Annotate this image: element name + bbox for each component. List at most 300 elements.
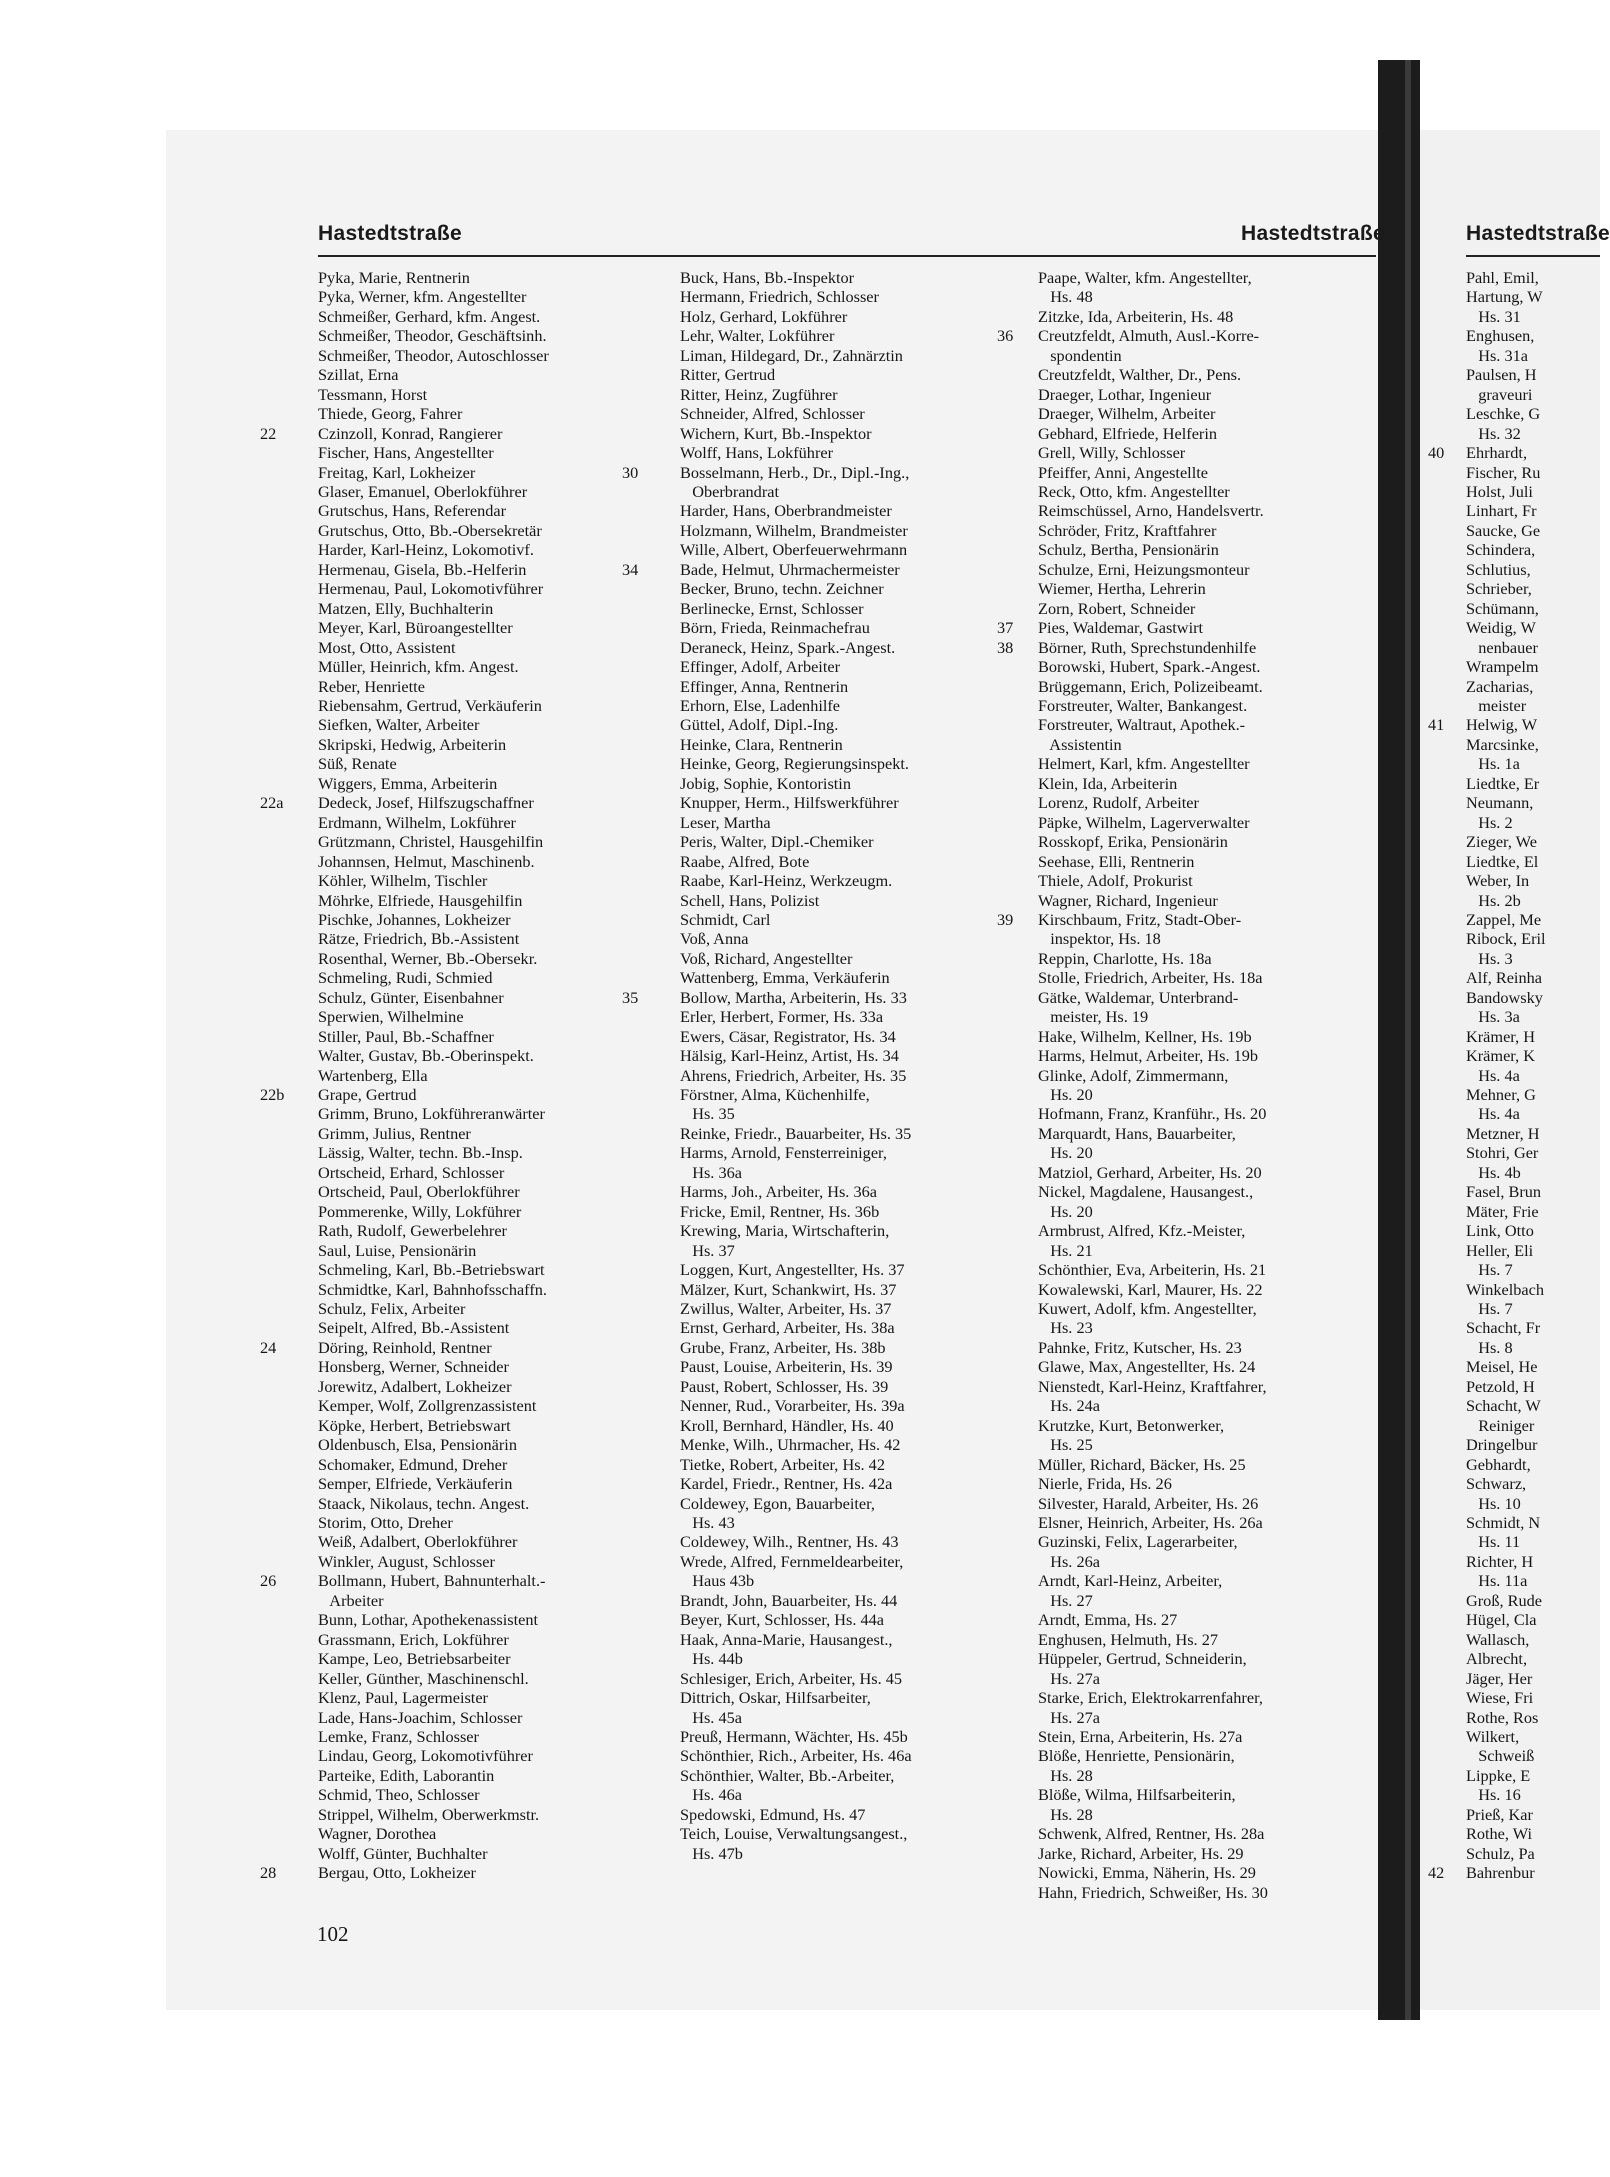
entry-text: Glinke, Adolf, Zimmermann,: [1038, 1065, 1229, 1085]
entry-text: Glawe, Max, Angestellter, Hs. 24: [1038, 1357, 1256, 1377]
entry-text: Wolff, Günter, Buchhalter: [318, 1843, 488, 1863]
directory-entry: [680, 657, 1025, 676]
page-number: 102: [317, 1922, 349, 1946]
entry-text: Hs. 27a: [1038, 1707, 1100, 1727]
entry-text: Kardel, Friedr., Rentner, Hs. 42a: [680, 1474, 893, 1494]
directory-entry: [1466, 424, 1600, 443]
directory-entry: [318, 1066, 663, 1085]
directory-entry: [680, 1844, 1025, 1863]
directory-entry: [318, 1299, 663, 1318]
directory-entry: [1466, 1435, 1600, 1454]
directory-entry: [318, 1357, 663, 1376]
entry-text: Hs. 27a: [1038, 1668, 1100, 1688]
directory-entry: [1038, 832, 1378, 851]
entry-text: Gebhardt,: [1466, 1454, 1531, 1474]
entry-text: Gebhard, Elfriede, Helferin: [1038, 423, 1218, 443]
directory-entry: [680, 1182, 1025, 1201]
entry-text: Stohri, Ger: [1466, 1143, 1539, 1163]
directory-entry: [1466, 1338, 1600, 1357]
entry-text: Krewing, Maria, Wirtschafterin,: [680, 1221, 890, 1241]
entry-text: Creutzfeldt, Almuth, Ausl.-Korre-: [1038, 326, 1260, 346]
directory-entry: [1466, 1785, 1600, 1804]
directory-entry: [260, 1085, 663, 1105]
directory-entry: [1038, 1318, 1378, 1337]
entry-text: Lemke, Franz, Schlosser: [318, 1726, 479, 1746]
entry-text: Fischer, Hans, Angestellter: [318, 443, 494, 463]
entry-text: Dedeck, Josef, Hilfszugschaffner: [318, 793, 534, 813]
directory-entry: [318, 287, 663, 306]
directory-entry: [680, 1591, 1025, 1610]
directory-entry: [318, 1708, 663, 1727]
entry-text: Wagner, Dorothea: [318, 1824, 437, 1844]
entry-text: Matzen, Elly, Buchhalterin: [318, 598, 494, 618]
entry-text: Schell, Hans, Polizist: [680, 890, 820, 910]
entry-text: Rosskopf, Erika, Pensionärin: [1038, 832, 1228, 852]
directory-entry: [318, 1513, 663, 1532]
directory-entry: [680, 929, 1025, 948]
directory-entry: [622, 987, 1025, 1007]
entry-text: Heinke, Georg, Regierungsinspekt.: [680, 754, 909, 774]
directory-entry: [680, 1416, 1025, 1435]
directory-entry: [680, 579, 1025, 598]
directory-entry: [1038, 949, 1378, 968]
house-number: 30: [622, 462, 639, 482]
entry-text: Hahn, Friedrich, Schweißer, Hs. 30: [1038, 1882, 1268, 1902]
entry-text: Hs. 16: [1466, 1785, 1521, 1805]
entry-text: Brandt, John, Bauarbeiter, Hs. 44: [680, 1590, 898, 1610]
entry-text: Schwarz,: [1466, 1474, 1527, 1494]
directory-entry: [680, 1474, 1025, 1493]
entry-text: Nickel, Magdalene, Hausangest.,: [1038, 1182, 1254, 1202]
entry-text: Kampe, Leo, Betriebsarbeiter: [318, 1649, 511, 1669]
entry-text: Weidig, W: [1466, 618, 1536, 638]
entry-text: Grube, Franz, Arbeiter, Hs. 38b: [680, 1337, 886, 1357]
entry-text: Schmeißer, Theodor, Geschäftsinh.: [318, 326, 547, 346]
entry-text: Nowicki, Emma, Näherin, Hs. 29: [1038, 1863, 1256, 1883]
entry-text: Lässig, Walter, techn. Bb.-Insp.: [318, 1143, 523, 1163]
directory-entry: [1466, 521, 1600, 540]
entry-text: Nienstedt, Karl-Heinz, Kraftfahrer,: [1038, 1376, 1267, 1396]
directory-entry: [680, 1377, 1025, 1396]
entry-text: Schlutius,: [1466, 559, 1531, 579]
directory-entry: [1038, 1513, 1378, 1532]
entry-text: Effinger, Adolf, Arbeiter: [680, 657, 841, 677]
entry-text: Armbrust, Alfred, Kfz.-Meister,: [1038, 1221, 1246, 1241]
directory-entry: [318, 1727, 663, 1746]
directory-entry: [1038, 735, 1378, 754]
directory-entry: [680, 735, 1025, 754]
entry-text: Zappel, Me: [1466, 909, 1542, 929]
entry-text: Meyer, Karl, Büroangestellter: [318, 618, 513, 638]
entry-text: Buck, Hans, Bb.-Inspektor: [680, 268, 855, 287]
entry-text: Hermenau, Gisela, Bb.-Helferin: [318, 559, 527, 579]
directory-entry: [680, 404, 1025, 423]
entry-text: Enghusen, Helmuth, Hs. 27: [1038, 1629, 1218, 1649]
entry-text: Schulz, Pa: [1466, 1843, 1535, 1863]
directory-entry: [318, 832, 663, 851]
entry-text: Tietke, Robert, Arbeiter, Hs. 42: [680, 1454, 885, 1474]
entry-text: Hs. 10: [1466, 1493, 1521, 1513]
directory-entry: [1038, 1357, 1378, 1376]
entry-text: Oberbrandrat: [680, 481, 779, 501]
entry-text: Dittrich, Oskar, Hilfsarbeiter,: [680, 1688, 871, 1708]
directory-entry: [1038, 715, 1378, 734]
entry-text: Köpke, Herbert, Betriebswart: [318, 1415, 511, 1435]
entry-text: Forstreuter, Waltraut, Apothek.-: [1038, 715, 1246, 735]
directory-entry: [1038, 1610, 1378, 1629]
entry-text: Sperwien, Wilhelmine: [318, 1007, 464, 1027]
directory-entry: [1466, 501, 1600, 520]
directory-entry: [1466, 1552, 1600, 1571]
entry-text: Zieger, We: [1466, 832, 1537, 852]
directory-entry: [1038, 1455, 1378, 1474]
entry-text: Jäger, Her: [1466, 1668, 1533, 1688]
directory-entry: [680, 268, 1025, 287]
entry-text: Reinke, Friedr., Bauarbeiter, Hs. 35: [680, 1123, 912, 1143]
directory-entry: [680, 910, 1025, 929]
running-header-right: Hastedtstraße: [1241, 222, 1385, 245]
directory-entry: [1466, 852, 1600, 871]
directory-entry: [1038, 307, 1378, 326]
entry-text: Güttel, Adolf, Dipl.-Ing.: [680, 715, 839, 735]
house-number: 22: [260, 423, 277, 443]
directory-entry: [680, 599, 1025, 618]
entry-text: Ortscheid, Paul, Oberlokführer: [318, 1182, 520, 1202]
entry-text: Marcsinke,: [1466, 734, 1539, 754]
directory-entry: [1466, 1318, 1600, 1337]
entry-text: Hs. 36a: [680, 1162, 742, 1182]
directory-entry: [318, 1435, 663, 1454]
directory-entry: [680, 1746, 1025, 1765]
directory-entry: [680, 1104, 1025, 1123]
entry-text: Bandowsky: [1466, 987, 1543, 1007]
entry-text: Bahrenbur: [1466, 1863, 1535, 1883]
directory-entry: [1038, 871, 1378, 890]
directory-entry: [318, 1318, 663, 1337]
directory-entry: [680, 346, 1025, 365]
directory-entry: [318, 268, 663, 287]
directory-entry: [1038, 463, 1378, 482]
entry-text: Bosselmann, Herb., Dr., Dipl.-Ing.,: [680, 462, 910, 482]
directory-entry: [1466, 287, 1600, 306]
entry-text: Schönthier, Walter, Bb.-Arbeiter,: [680, 1765, 895, 1785]
entry-text: Thiede, Georg, Fahrer: [318, 404, 463, 424]
entry-text: Petzold, H: [1466, 1376, 1535, 1396]
entry-text: Hs. 27: [1038, 1590, 1093, 1610]
directory-entry: [680, 1221, 1025, 1240]
directory-entry: [1038, 443, 1378, 462]
directory-entry: [1466, 1377, 1600, 1396]
directory-entry: [680, 1299, 1025, 1318]
directory-entry: [1466, 1649, 1600, 1668]
directory-entry: [680, 618, 1025, 637]
entry-text: Leschke, G: [1466, 404, 1541, 424]
entry-text: Jarke, Richard, Arbeiter, Hs. 29: [1038, 1843, 1244, 1863]
directory-entry: [1038, 1007, 1378, 1026]
directory-entry: [1428, 443, 1600, 463]
directory-entry: [1466, 365, 1600, 384]
entry-text: Hs. 31: [1466, 306, 1521, 326]
entry-text: Brüggemann, Erich, Polizeibeamt.: [1038, 676, 1263, 696]
entry-text: Börn, Frieda, Reinmachefrau: [680, 618, 870, 638]
entry-text: Stiller, Paul, Bb.-Schaffner: [318, 1026, 494, 1046]
entry-text: Pischke, Johannes, Lokheizer: [318, 909, 511, 929]
entry-text: Voß, Richard, Angestellter: [680, 948, 853, 968]
directory-entry: [1466, 307, 1600, 326]
entry-text: Link, Otto: [1466, 1221, 1534, 1241]
entry-text: Lippke, E: [1466, 1765, 1531, 1785]
entry-text: Zacharias,: [1466, 676, 1534, 696]
directory-entry: [1038, 365, 1378, 384]
entry-text: spondentin: [1038, 345, 1122, 365]
entry-text: Heller, Eli: [1466, 1240, 1534, 1260]
house-number: 22b: [260, 1085, 285, 1105]
directory-entry: [680, 1435, 1025, 1454]
directory-entry: [1466, 1494, 1600, 1513]
directory-entry: [680, 949, 1025, 968]
entry-text: Kirschbaum, Fritz, Stadt-Ober-: [1038, 909, 1242, 929]
directory-entry: [680, 1357, 1025, 1376]
entry-text: Reppin, Charlotte, Hs. 18a: [1038, 948, 1212, 968]
entry-text: Hs. 21: [1038, 1240, 1093, 1260]
entry-text: Hermenau, Paul, Lokomotivführer: [318, 579, 544, 599]
entry-text: Schwenk, Alfred, Rentner, Hs. 28a: [1038, 1824, 1265, 1844]
directory-entry: [1038, 1241, 1378, 1260]
entry-text: Meisel, He: [1466, 1357, 1538, 1377]
entry-text: Bade, Helmut, Uhrmachermeister: [680, 559, 900, 579]
directory-entry: [1038, 424, 1378, 443]
entry-text: Reiniger: [1466, 1415, 1535, 1435]
directory-entry: [318, 1688, 663, 1707]
entry-text: Schmeißer, Theodor, Autoschlosser: [318, 345, 549, 365]
entry-text: Hs. 24a: [1038, 1396, 1100, 1416]
entry-text: Mehner, G: [1466, 1085, 1536, 1105]
directory-entry: [1466, 1066, 1600, 1085]
entry-text: Hofmann, Franz, Kranführ., Hs. 20: [1038, 1104, 1267, 1124]
entry-text: Neumann,: [1466, 793, 1534, 813]
entry-text: Hs. 20: [1038, 1201, 1093, 1221]
directory-entry: [680, 793, 1025, 812]
directory-entry: [318, 482, 663, 501]
directory-entry: [680, 1610, 1025, 1629]
directory-entry: [318, 599, 663, 618]
directory-entry: [1466, 579, 1600, 598]
entry-text: Hs. 45a: [680, 1707, 742, 1727]
directory-entry: [318, 988, 663, 1007]
entry-text: Pommerenke, Willy, Lokführer: [318, 1201, 522, 1221]
directory-entry: [1038, 1669, 1378, 1688]
entry-text: Holst, Juli: [1466, 481, 1533, 501]
entry-text: Schrieber,: [1466, 579, 1532, 599]
entry-text: Schulz, Felix, Arbeiter: [318, 1299, 466, 1319]
entry-text: Guzinski, Felix, Lagerarbeiter,: [1038, 1532, 1238, 1552]
directory-entry: [1466, 1474, 1600, 1493]
entry-text: Schulz, Bertha, Pensionärin: [1038, 540, 1219, 560]
directory-entry: [1466, 1357, 1600, 1376]
entry-text: Seipelt, Alfred, Bb.-Assistent: [318, 1318, 510, 1338]
directory-entry: [1038, 793, 1378, 812]
entry-text: Metzner, H: [1466, 1123, 1540, 1143]
entry-text: Hs. 26a: [1038, 1551, 1100, 1571]
entry-text: Hartung, W: [1466, 287, 1543, 307]
directory-entry: [680, 1571, 1025, 1590]
directory-entry: [318, 774, 663, 793]
entry-text: Schlesiger, Erich, Arbeiter, Hs. 45: [680, 1668, 903, 1688]
header-rule: [318, 255, 1376, 257]
entry-text: Pfeiffer, Anni, Angestellte: [1038, 462, 1208, 482]
entry-text: Oldenbusch, Elsa, Pensionärin: [318, 1435, 517, 1455]
running-header-left: Hastedtstraße: [318, 222, 462, 245]
directory-entry: [1038, 1883, 1378, 1902]
entry-text: Liman, Hildegard, Dr., Zahnärztin: [680, 345, 903, 365]
entry-text: Hs. 11a: [1466, 1571, 1528, 1591]
entry-text: Lehr, Walter, Lokführer: [680, 326, 835, 346]
entry-text: Schomaker, Edmund, Dreher: [318, 1454, 508, 1474]
directory-entry: [1466, 1746, 1600, 1765]
entry-text: Rothe, Ros: [1466, 1707, 1539, 1727]
entry-text: Walter, Gustav, Bb.-Oberinspekt.: [318, 1046, 534, 1066]
entry-text: Heinke, Clara, Rentnerin: [680, 734, 843, 754]
entry-text: Hs. 32: [1466, 423, 1521, 443]
directory-entry: [1466, 657, 1600, 676]
entry-text: Ritter, Heinz, Zugführer: [680, 384, 838, 404]
entry-text: Hs. 7: [1466, 1260, 1513, 1280]
entry-text: Prieß, Kar: [1466, 1804, 1533, 1824]
directory-entry: [680, 677, 1025, 696]
entry-text: Weber, In: [1466, 871, 1530, 891]
directory-entry: [1038, 1708, 1378, 1727]
entry-text: Winkelbach: [1466, 1279, 1545, 1299]
directory-entry: [318, 1182, 663, 1201]
directory-entry: [1038, 1260, 1378, 1279]
directory-entry: [680, 1260, 1025, 1279]
directory-entry: [1466, 1532, 1600, 1551]
entry-text: Schacht, Fr: [1466, 1318, 1541, 1338]
directory-entry: [680, 1338, 1025, 1357]
directory-entry: [680, 968, 1025, 987]
entry-text: Grell, Willy, Schlosser: [1038, 443, 1186, 463]
directory-entry: [1466, 774, 1600, 793]
directory-entry: [680, 287, 1025, 306]
entry-text: Knupper, Herm., Hilfswerkführer: [680, 793, 899, 813]
entry-text: Skripski, Hedwig, Arbeiterin: [318, 734, 507, 754]
entry-text: Klenz, Paul, Lagermeister: [318, 1688, 488, 1708]
directory-entry: [1038, 1377, 1378, 1396]
directory-entry: [1428, 715, 1600, 735]
entry-text: Krämer, K: [1466, 1046, 1535, 1066]
entry-text: Wille, Albert, Oberfeuerwehrmann: [680, 540, 908, 560]
directory-entry: [318, 1494, 663, 1513]
entry-text: Grützmann, Christel, Hausgehilfin: [318, 832, 544, 852]
entry-text: Silvester, Harald, Arbeiter, Hs. 26: [1038, 1493, 1259, 1513]
directory-entry: [680, 1785, 1025, 1804]
entry-text: Fischer, Ru: [1466, 462, 1541, 482]
entry-text: Lade, Hans-Joachim, Schlosser: [318, 1707, 523, 1727]
directory-entry: [1466, 1299, 1600, 1318]
directory-entry: [260, 793, 663, 813]
directory-entry: [1038, 540, 1378, 559]
entry-text: Erdmann, Wilhelm, Lokführer: [318, 812, 516, 832]
directory-entry: [1038, 1299, 1378, 1318]
directory-entry: [318, 1532, 663, 1551]
directory-entry: [1038, 968, 1378, 987]
directory-column-1: [260, 268, 663, 1883]
directory-entry: [318, 1805, 663, 1824]
directory-entry: [680, 521, 1025, 540]
directory-entry: [1466, 1163, 1600, 1182]
directory-entry: [318, 813, 663, 832]
directory-entry: [318, 540, 663, 559]
directory-entry: [1038, 774, 1378, 793]
directory-entry: [680, 482, 1025, 501]
directory-entry: [1466, 754, 1600, 773]
entry-text: Kroll, Bernhard, Händler, Hs. 40: [680, 1415, 894, 1435]
directory-entry: [1466, 1805, 1600, 1824]
entry-text: Holzmann, Wilhelm, Brandmeister: [680, 520, 908, 540]
directory-entry: [1038, 1649, 1378, 1668]
entry-text: Creutzfeldt, Walther, Dr., Pens.: [1038, 365, 1242, 385]
entry-text: Arndt, Karl-Heinz, Arbeiter,: [1038, 1571, 1223, 1591]
directory-entry: [318, 715, 663, 734]
directory-entry: [318, 657, 663, 676]
directory-entry: [1038, 1571, 1378, 1590]
entry-text: Leser, Martha: [680, 812, 771, 832]
entry-text: Kowalewski, Karl, Maurer, Hs. 22: [1038, 1279, 1263, 1299]
entry-text: Haak, Anna-Marie, Hausangest.,: [680, 1629, 893, 1649]
directory-entry: [1466, 696, 1600, 715]
directory-entry: [680, 1455, 1025, 1474]
entry-text: Raabe, Karl-Heinz, Werkzeugm.: [680, 871, 893, 891]
entry-text: Richter, H: [1466, 1551, 1534, 1571]
entry-text: Süß, Renate: [318, 754, 397, 774]
entry-text: Becker, Bruno, techn. Zeichner: [680, 579, 884, 599]
directory-entry: [1038, 696, 1378, 715]
directory-entry: [1038, 852, 1378, 871]
entry-text: Czinzoll, Konrad, Rangierer: [318, 423, 503, 443]
entry-text: Preuß, Hermann, Wächter, Hs. 45b: [680, 1726, 908, 1746]
directory-entry: [1038, 1085, 1378, 1104]
directory-entry: [318, 443, 663, 462]
entry-text: Schmidt, N: [1466, 1513, 1541, 1532]
directory-entry: [1038, 1688, 1378, 1707]
directory-entry: [1038, 891, 1378, 910]
entry-text: Hälsig, Karl-Heinz, Artist, Hs. 34: [680, 1046, 899, 1066]
entry-text: Hs. 31a: [1466, 345, 1528, 365]
directory-entry: [680, 1630, 1025, 1649]
entry-text: Glaser, Emanuel, Oberlokführer: [318, 481, 528, 501]
entry-text: Enghusen,: [1466, 326, 1535, 346]
entry-text: Hs. 35: [680, 1104, 735, 1124]
entry-text: Ribock, Eril: [1466, 929, 1546, 949]
entry-text: Grutschus, Hans, Referendar: [318, 501, 507, 521]
directory-entry: [1466, 1766, 1600, 1785]
directory-entry: [680, 365, 1025, 384]
entry-text: Hs. 28: [1038, 1804, 1093, 1824]
book-gutter: [1378, 60, 1420, 2020]
entry-text: Pyka, Marie, Rentnerin: [318, 268, 470, 287]
directory-entry: [318, 1143, 663, 1162]
directory-entry: [1466, 832, 1600, 851]
entry-text: Zwillus, Walter, Arbeiter, Hs. 37: [680, 1299, 892, 1319]
entry-text: Wilkert,: [1466, 1726, 1520, 1746]
house-number: 37: [997, 618, 1014, 638]
directory-entry: [318, 1007, 663, 1026]
directory-entry: [318, 677, 663, 696]
entry-text: Müller, Heinrich, kfm. Angest.: [318, 657, 519, 677]
entry-text: Keller, Günther, Maschinenschl.: [318, 1668, 529, 1688]
directory-column-2: [622, 268, 1025, 1863]
entry-text: Dringelbur: [1466, 1435, 1538, 1455]
